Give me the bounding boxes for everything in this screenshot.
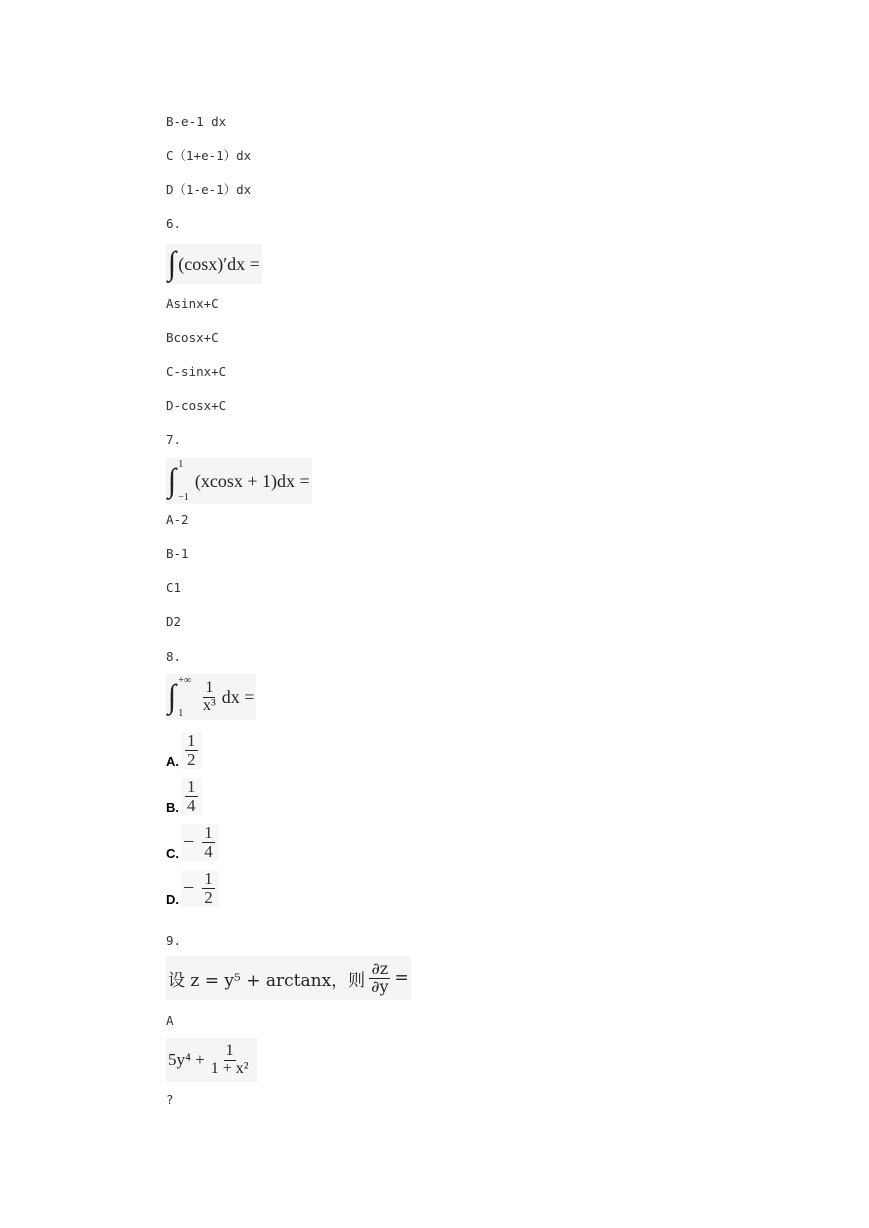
formula-body: (cosx)′dx =	[178, 253, 260, 274]
option-value	[181, 732, 202, 769]
fraction-numerator: 1	[204, 823, 213, 842]
integral-limits	[178, 675, 191, 719]
fraction-denominator: 4	[204, 841, 213, 861]
question-7-option-d: D2	[166, 614, 182, 629]
option-label: D.	[166, 891, 179, 907]
question-7-option-a: A-2	[166, 512, 189, 527]
fraction-denominator: 2	[204, 887, 213, 907]
formula-body: (xcosx + 1)dx =	[194, 470, 310, 491]
fraction-numerator: ∂z	[371, 958, 389, 978]
fraction-numerator: 1	[225, 1041, 234, 1059]
question-6-formula	[166, 244, 262, 284]
question-9-option-a-formula	[166, 1038, 257, 1082]
question-6-option-c: C-sinx+C	[166, 364, 227, 379]
question-6-option-d: D-cosx+C	[166, 398, 227, 413]
option-value	[181, 824, 219, 861]
question-7-formula	[166, 458, 312, 504]
question-6-number: 6.	[166, 216, 182, 231]
option-b-line: B-e-1 dx	[166, 114, 227, 129]
formula-lead: 5y⁴ +	[168, 1050, 205, 1069]
fraction-denominator: ∂y	[371, 976, 389, 996]
option-value	[181, 778, 202, 815]
question-6-option-a: Asinx+C	[166, 296, 219, 311]
minus-sign: −	[183, 876, 195, 899]
question-8-option-a	[166, 732, 202, 769]
option-label: A.	[166, 753, 179, 769]
minus-sign: −	[183, 830, 195, 853]
fraction-denominator: 4	[187, 795, 196, 815]
question-9-number: 9.	[166, 933, 182, 948]
formula-prefix: 设 z = y⁵ + arctanx，则	[168, 970, 366, 991]
integral-sign: ∫	[168, 678, 177, 715]
integral-sign: ∫	[168, 462, 177, 499]
question-7-option-c: C1	[166, 580, 182, 595]
option-c-line: C（1+e-1）dx	[166, 148, 252, 163]
fraction-numerator: 1	[204, 869, 213, 888]
question-mark-line: ?	[166, 1092, 174, 1107]
option-label: C.	[166, 845, 179, 861]
formula-tail: =	[394, 968, 409, 988]
lower-limit: −1	[178, 492, 189, 503]
upper-limit: +∞	[178, 675, 191, 686]
question-8-number: 8.	[166, 649, 182, 664]
fraction-numerator: 1	[187, 731, 196, 750]
option-d-line: D（1-e-1）dx	[166, 182, 252, 197]
fraction-denominator: x³	[203, 696, 216, 714]
question-9-option-a-label: A	[166, 1013, 174, 1028]
question-9-formula	[166, 956, 411, 1000]
integral-sign: ∫	[168, 245, 177, 282]
integrand-fraction	[201, 680, 218, 715]
option-label: B.	[166, 799, 179, 815]
formula-tail: dx =	[221, 686, 255, 707]
fraction-numerator: 1	[205, 678, 214, 696]
integral-limits	[178, 459, 189, 503]
lower-limit: 1	[178, 708, 184, 719]
question-8-formula	[166, 674, 256, 720]
question-8-option-b	[166, 778, 202, 815]
question-7-number: 7.	[166, 432, 182, 447]
question-7-option-b: B-1	[166, 546, 189, 561]
fraction-numerator: 1	[187, 777, 196, 796]
partial-derivative-fraction	[369, 958, 390, 996]
question-8-option-d	[166, 870, 219, 907]
fraction-denominator: 1 + x²	[210, 1059, 249, 1077]
answer-fraction	[209, 1043, 251, 1078]
fraction-denominator: 2	[187, 749, 196, 769]
upper-limit: 1	[178, 459, 184, 470]
question-6-option-b: Bcosx+C	[166, 330, 219, 345]
question-8-option-c	[166, 824, 219, 861]
option-value	[181, 870, 219, 907]
